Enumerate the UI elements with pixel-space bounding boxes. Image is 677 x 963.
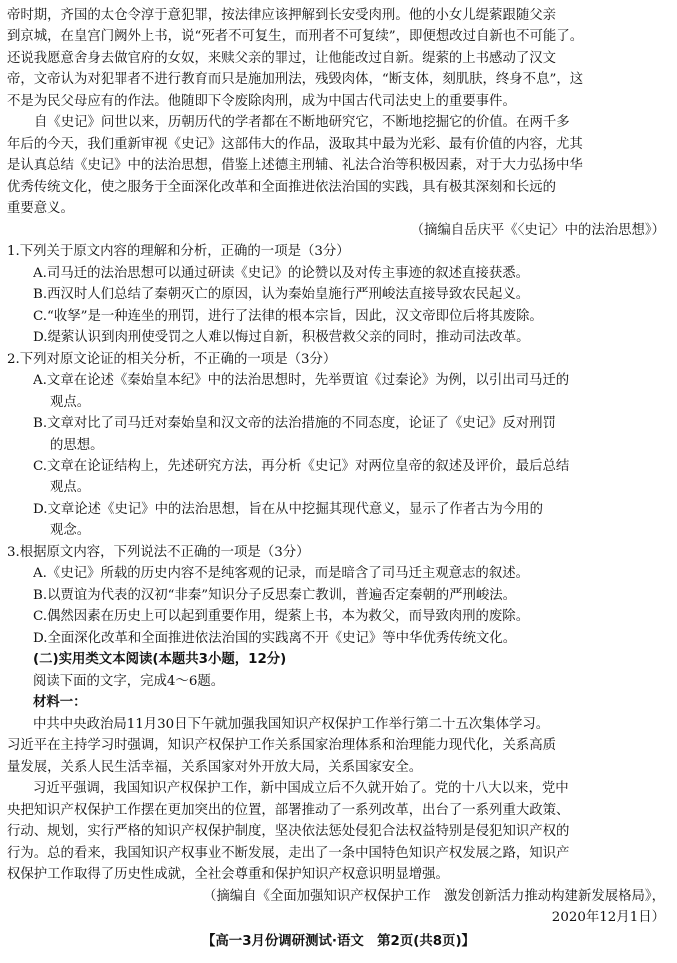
text-line: 观点。 bbox=[50, 480, 91, 496]
text-line: 阅读下面的文字，完成4～6题。 bbox=[33, 673, 225, 689]
text-line: 央把知识产权保护工作摆在更加突出的位置，部署推动了一系列改革，出台了一系列重大政策、 bbox=[7, 802, 570, 818]
text-line: 2.下列对原文论证的相关分析，不正确的一项是（3分） bbox=[7, 351, 337, 367]
text-line: 材料一： bbox=[33, 695, 87, 711]
text-line: 自《史记》问世以来，历朝历代的学者都在不断地研究它，不断地挖掘它的价值。在两千多 bbox=[34, 115, 570, 131]
text-line: 的思想。 bbox=[50, 437, 104, 453]
text-line: D.全面深化改革和全面推进依法治国的实践离不开《史记》等中华优秀传统文化。 bbox=[33, 630, 517, 646]
text-line: 是认真总结《史记》中的法治思想，借鉴上述德主刑辅、礼法合治等积极因素，对于大力弘扬中华 bbox=[7, 158, 583, 174]
text-line: A.文章在论述《秦始皇本纪》中的法治思想时，先举贾谊《过秦论》为例，以引出司马迁的 bbox=[33, 373, 570, 389]
text-line: 观点。 bbox=[50, 394, 91, 410]
text-line: 行为。总的看来，我国知识产权事业不断发展，走出了一条中国特色知识产权发展之路，知识产 bbox=[7, 845, 570, 861]
text-line: 优秀传统文化，使之服务于全面深化改革和全面推进依法治国的实践，具有极其深刻和长远的 bbox=[7, 179, 557, 195]
text-line: 帝，文帝认为对犯罪者不进行教育而只是施加刑法，残毁肉体，“断支体，刻肌肤，终身不息”，这 bbox=[7, 72, 584, 88]
text-line: （摘编自岳庆平《〈史记〉中的法治思想》） bbox=[410, 222, 665, 238]
text-line: A.《史记》所载的历史内容不是纯客观的记录，而是暗含了司马迁主观意志的叙述。 bbox=[33, 566, 529, 582]
text-line: 行动、规划，实行严格的知识产权保护制度，坚决依法惩处侵犯合法权益特别是侵犯知识产权的 bbox=[7, 824, 570, 840]
text-line: 3.根据原文内容，下列说法不正确的一项是（3分） bbox=[7, 544, 310, 560]
text-line: （摘编自《全面加强知识产权保护工作 激发创新活力推动构建新发展格局》， bbox=[203, 888, 665, 904]
text-line: 1.下列关于原文内容的理解和分析，正确的一项是（3分） bbox=[7, 244, 350, 260]
page-footer: 【高一3月份调研测试·语文 第2页(共8页)】 bbox=[202, 934, 475, 949]
text-line: A.司马迁的法治思想可以通过研读《史记》的论赞以及对传主事迹的叙述直接获悉。 bbox=[33, 265, 529, 281]
text-line: C.偶然因素在历史上可以起到重要作用，缇萦上书，本为救父，而导致肉刑的废除。 bbox=[33, 609, 530, 625]
text-line: 重要意义。 bbox=[7, 201, 74, 217]
text-line: 到京城，在皇宫门阙外上书，说“死者不可复生，而刑者不可复续”，即便想改过自新也不可能了。 bbox=[7, 29, 584, 45]
text-line: (二)实用类文本阅读(本题共3小题，12分) bbox=[33, 652, 287, 668]
text-line: 年后的今天，我们重新审视《史记》这部伟大的作品，汲取其中最为光彩、最有价值的内容，尤其 bbox=[7, 136, 583, 152]
text-line: 观念。 bbox=[50, 523, 91, 539]
text-line: 中共中央政治局11月30日下午就加强我国知识产权保护工作举行第二十五次集体学习。 bbox=[33, 716, 550, 732]
text-line: 习近平强调，我国知识产权保护工作，新中国成立后不久就开始了。党的十八大以来，党中 bbox=[33, 781, 569, 797]
text-line: C.文章在论证结构上，先述研究方法，再分析《史记》对两位皇帝的叙述及评价，最后总结 bbox=[33, 459, 570, 474]
text-line: C.“收孥”是一种连坐的刑罚，进行了法律的根本宗旨，因此，汉文帝即位后将其废除。 bbox=[33, 308, 543, 324]
text-line: B.以贾谊为代表的汉初“非秦”知识分子反思秦亡教训，普遍否定秦朝的严刑峻法。 bbox=[33, 587, 517, 603]
text-line: 帝时期，齐国的太仓令淳于意犯罪，按法律应该押解到长安受肉刑。他的小女儿缇萦跟随父亲 bbox=[7, 8, 557, 23]
text-line: 权保护工作取得了历史性成就，全社会尊重和保护知识产权意识明显增强。 bbox=[7, 867, 449, 883]
text-line: D.缇萦认识到肉刑使受罚之人难以悔过自新，积极营救父亲的同时，推动司法改革。 bbox=[33, 330, 530, 346]
text-line: B.西汉时人们总结了秦朝灭亡的原因，认为秦始皇施行严刑峻法直接导致农民起义。 bbox=[33, 287, 530, 303]
text-line: 习近平在主持学习时强调，知识产权保护工作关系国家治理体系和治理能力现代化，关系高质 bbox=[7, 738, 557, 754]
text-line: 不是为民父母应有的作法。他随即下令废除肉刑，成为中国古代司法史上的重要事件。 bbox=[7, 93, 516, 109]
text-line: 量发展，关系人民生活幸福，关系国家对外开放大局，关系国家安全。 bbox=[7, 759, 423, 775]
text-line: 还说我愿意舍身去做官府的女奴，来赎父亲的罪过，让他能改过自新。缇萦的上书感动了汉文 bbox=[7, 50, 557, 66]
text-line: B.文章对比了司马迁对秦始皇和汉文帝的法治措施的不同态度，论证了《史记》反对刑罚 bbox=[33, 416, 556, 432]
text-line: 2020年12月1日） bbox=[551, 910, 665, 925]
text-line: D.文章论述《史记》中的法治思想，旨在从中挖掘其现代意义，显示了作者古为今用的 bbox=[33, 501, 543, 517]
